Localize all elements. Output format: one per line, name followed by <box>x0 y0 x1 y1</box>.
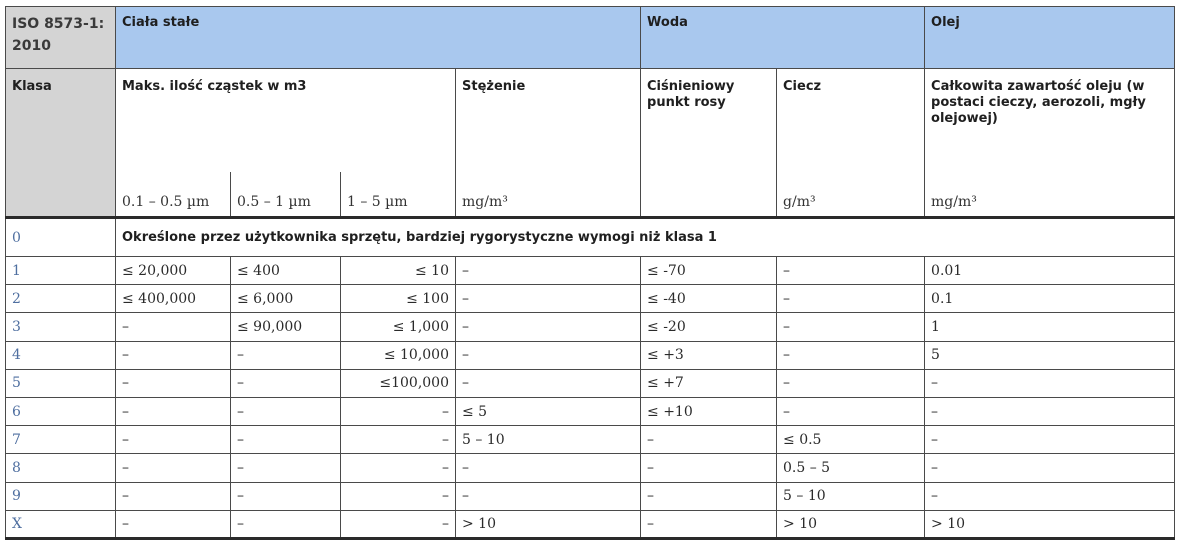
group-solids: Ciała stałe <box>116 7 641 69</box>
liquid-header: Ciecz <box>777 69 925 172</box>
particles-01-05-cell: – <box>116 341 231 369</box>
unit-concentration: mg/m³ <box>456 172 641 217</box>
class-cell: 2 <box>6 285 116 313</box>
table-row <box>6 285 1175 313</box>
table-row-class-0 <box>6 218 1175 257</box>
particles-01-05-cell: ≤ 20,000 <box>116 256 231 284</box>
particles-1-5-cell: ≤ 1,000 <box>341 313 456 341</box>
class-cell: 8 <box>6 454 116 482</box>
oil-cell: 5 <box>925 341 1175 369</box>
group-oil: Olej <box>925 7 1175 69</box>
class-cell: 5 <box>6 369 116 397</box>
oil-cell: – <box>925 482 1175 510</box>
particles-01-05-cell: – <box>116 369 231 397</box>
dew-point-cell: – <box>641 454 777 482</box>
dew-point-cell: ≤ -20 <box>641 313 777 341</box>
particles-01-05-cell: ≤ 400,000 <box>116 285 231 313</box>
particles-05-1-cell: ≤ 400 <box>231 256 341 284</box>
concentration-cell: – <box>456 313 641 341</box>
class-cell: 4 <box>6 341 116 369</box>
liquid-cell: – <box>777 256 925 284</box>
particles-05-1-cell: ≤ 6,000 <box>231 285 341 313</box>
table-row <box>6 341 1175 369</box>
liquid-cell: 5 – 10 <box>777 482 925 510</box>
standard-label: ISO 8573-1: 2010 <box>6 7 116 69</box>
group-header-row <box>6 7 1175 69</box>
liquid-cell: ≤ 0.5 <box>777 426 925 454</box>
table-row <box>6 369 1175 397</box>
class-cell: 3 <box>6 313 116 341</box>
particles-01-05-cell: – <box>116 397 231 425</box>
liquid-cell: > 10 <box>777 510 925 538</box>
class-cell: 6 <box>6 397 116 425</box>
unit-dew-point <box>641 172 777 217</box>
unit-liquid: g/m³ <box>777 172 925 217</box>
particles-05-1-cell: – <box>231 369 341 397</box>
concentration-cell: – <box>456 369 641 397</box>
particles-05-1-cell: – <box>231 454 341 482</box>
particles-1-5-cell: – <box>341 426 456 454</box>
oil-cell: 0.1 <box>925 285 1175 313</box>
particles-01-05-cell: – <box>116 426 231 454</box>
class-cell: X <box>6 510 116 538</box>
liquid-cell: – <box>777 369 925 397</box>
unit-p1: 0.1 – 0.5 µm <box>116 172 231 217</box>
particles-05-1-cell: – <box>231 341 341 369</box>
particles-05-1-cell: – <box>231 426 341 454</box>
concentration-cell: – <box>456 256 641 284</box>
group-water: Woda <box>641 7 925 69</box>
oil-cell: – <box>925 426 1175 454</box>
unit-oil: mg/m³ <box>925 172 1175 217</box>
concentration-cell: – <box>456 482 641 510</box>
dew-point-cell: ≤ -40 <box>641 285 777 313</box>
particles-05-1-cell: – <box>231 397 341 425</box>
oil-cell: 0.01 <box>925 256 1175 284</box>
dew-point-cell: – <box>641 482 777 510</box>
particles-05-1-cell: – <box>231 510 341 538</box>
particles-05-1-cell: – <box>231 482 341 510</box>
class-0-description: Określone przez użytkownika sprzętu, bardziej rygorystyczne wymogi niż klasa 1 <box>116 218 1175 257</box>
table-row <box>6 313 1175 341</box>
particles-01-05-cell: – <box>116 313 231 341</box>
particles-05-1-cell: ≤ 90,000 <box>231 313 341 341</box>
concentration-cell: > 10 <box>456 510 641 538</box>
class-cell: 0 <box>6 218 116 257</box>
oil-cell: – <box>925 369 1175 397</box>
oil-cell: – <box>925 454 1175 482</box>
column-header-row <box>6 69 1175 172</box>
oil-cell: > 10 <box>925 510 1175 538</box>
liquid-cell: – <box>777 285 925 313</box>
dew-point-cell: ≤ +7 <box>641 369 777 397</box>
table-row <box>6 397 1175 425</box>
particles-01-05-cell: – <box>116 510 231 538</box>
table-row <box>6 482 1175 510</box>
particles-1-5-cell: – <box>341 397 456 425</box>
particles-01-05-cell: – <box>116 454 231 482</box>
dew-point-cell: ≤ -70 <box>641 256 777 284</box>
oil-cell: – <box>925 397 1175 425</box>
concentration-cell: 5 – 10 <box>456 426 641 454</box>
class-cell: 1 <box>6 256 116 284</box>
unit-p3: 1 – 5 µm <box>341 172 456 217</box>
table-row <box>6 256 1175 284</box>
concentration-cell: – <box>456 285 641 313</box>
unit-p2: 0.5 – 1 µm <box>231 172 341 217</box>
dew-point-cell: ≤ +3 <box>641 341 777 369</box>
iso-air-quality-table <box>5 6 1175 540</box>
class-column-header: Klasa <box>6 69 116 218</box>
concentration-cell: – <box>456 341 641 369</box>
particles-1-5-cell: ≤ 10 <box>341 256 456 284</box>
dew-point-header: Ciśnieniowy punkt rosy <box>641 69 777 172</box>
table-row <box>6 510 1175 538</box>
concentration-cell: – <box>456 454 641 482</box>
particles-1-5-cell: ≤ 10,000 <box>341 341 456 369</box>
dew-point-cell: – <box>641 426 777 454</box>
particles-header: Maks. ilość cząstek w m3 <box>116 69 456 172</box>
particles-01-05-cell: – <box>116 482 231 510</box>
unit-row <box>6 172 1175 217</box>
oil-total-header: Całkowita zawartość oleju (w postaci cieczy, aerozoli, mgły olejowej) <box>925 69 1175 172</box>
liquid-cell: – <box>777 313 925 341</box>
table-row <box>6 426 1175 454</box>
particles-1-5-cell: ≤ 100 <box>341 285 456 313</box>
table-row <box>6 454 1175 482</box>
class-cell: 9 <box>6 482 116 510</box>
dew-point-cell: ≤ +10 <box>641 397 777 425</box>
particles-1-5-cell: – <box>341 482 456 510</box>
liquid-cell: – <box>777 341 925 369</box>
liquid-cell: – <box>777 397 925 425</box>
particles-1-5-cell: – <box>341 510 456 538</box>
concentration-cell: ≤ 5 <box>456 397 641 425</box>
class-cell: 7 <box>6 426 116 454</box>
particles-1-5-cell: ≤100,000 <box>341 369 456 397</box>
liquid-cell: 0.5 – 5 <box>777 454 925 482</box>
oil-cell: 1 <box>925 313 1175 341</box>
concentration-header: Stężenie <box>456 69 641 172</box>
dew-point-cell: – <box>641 510 777 538</box>
particles-1-5-cell: – <box>341 454 456 482</box>
